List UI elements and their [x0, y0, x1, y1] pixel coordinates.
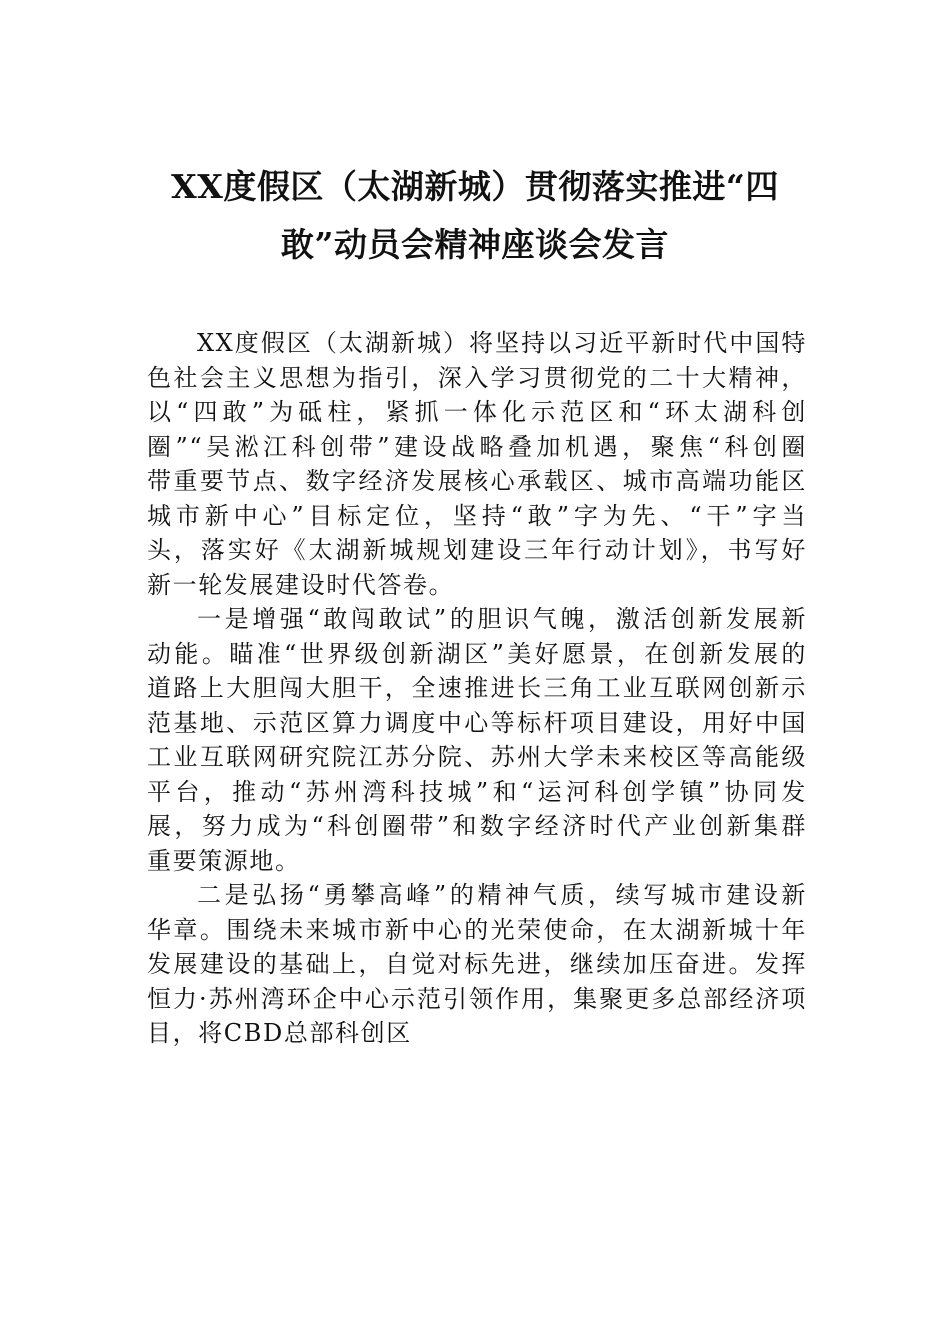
document-title	[140, 158, 810, 274]
text-line: 一是增强“敢闯敢试”的胆识气魄，激活创新发展新	[197, 605, 807, 633]
text-line: 色社会主义思想为指引，深入学习贯彻党的二十大精神，	[147, 363, 807, 392]
text-line: 工业互联网研究院江苏分院、苏州大学未来校区等高能级	[147, 743, 807, 771]
text-line: 重要策源地。	[147, 846, 301, 875]
text-line: 新一轮发展建设时代答卷。	[147, 570, 455, 599]
text-line: 城市新中心”目标定位，坚持“敢”字为先、“干”字当	[147, 501, 807, 530]
paragraph-intro	[147, 326, 807, 602]
title-line-2: 敢”动员会精神座谈会发言	[281, 225, 669, 264]
text-line: 动能。瞄准“世界级创新湖区”美好愿景，在创新发展的	[147, 639, 807, 668]
text-line: 二是弘扬“勇攀高峰”的精神气质，续写城市建设新	[197, 881, 807, 909]
text-line: 圈”“吴淞江科创带”建设战略叠加机遇，聚焦“科创圈	[147, 432, 807, 461]
text-line: 平台，推动“苏州湾科技城”和“运河科创学镇”协同发	[147, 777, 807, 806]
paragraph-point-one	[147, 602, 807, 878]
text-line: 展，努力成为“科创圈带”和数字经济时代产业创新集群	[147, 812, 807, 840]
text-line: 带重要节点、数字经济发展核心承载区、城市高端功能区	[147, 467, 807, 495]
text-line: 发展建设的基础上，自觉对标先进，继续加压奋进。发挥	[147, 950, 807, 978]
document-body	[147, 326, 807, 1051]
text-line: 目，将CBD总部科创区	[147, 1019, 412, 1047]
paragraph-point-two	[147, 878, 807, 1051]
text-line: 以“四敢”为砥柱，紧抓一体化示范区和“环太湖科创	[147, 398, 807, 426]
text-line: 头，落实好《太湖新城规划建设三年行动计划》，书写好	[147, 536, 807, 564]
text-line: XX度假区（太湖新城）将坚持以习近平新时代中国特	[197, 329, 807, 357]
text-line: 道路上大胆闯大胆干，全速推进长三角工业互联网创新示	[147, 674, 807, 702]
text-line: 范基地、示范区算力调度中心等标杆项目建设，用好中国	[147, 708, 807, 737]
text-line: 华章。围绕未来城市新中心的光荣使命，在太湖新城十年	[147, 915, 807, 944]
title-line-1: XX度假区（太湖新城）贯彻落实推进“四	[171, 167, 779, 206]
text-line: 恒力·苏州湾环企中心示范引领作用，集聚更多总部经济项	[147, 984, 807, 1013]
